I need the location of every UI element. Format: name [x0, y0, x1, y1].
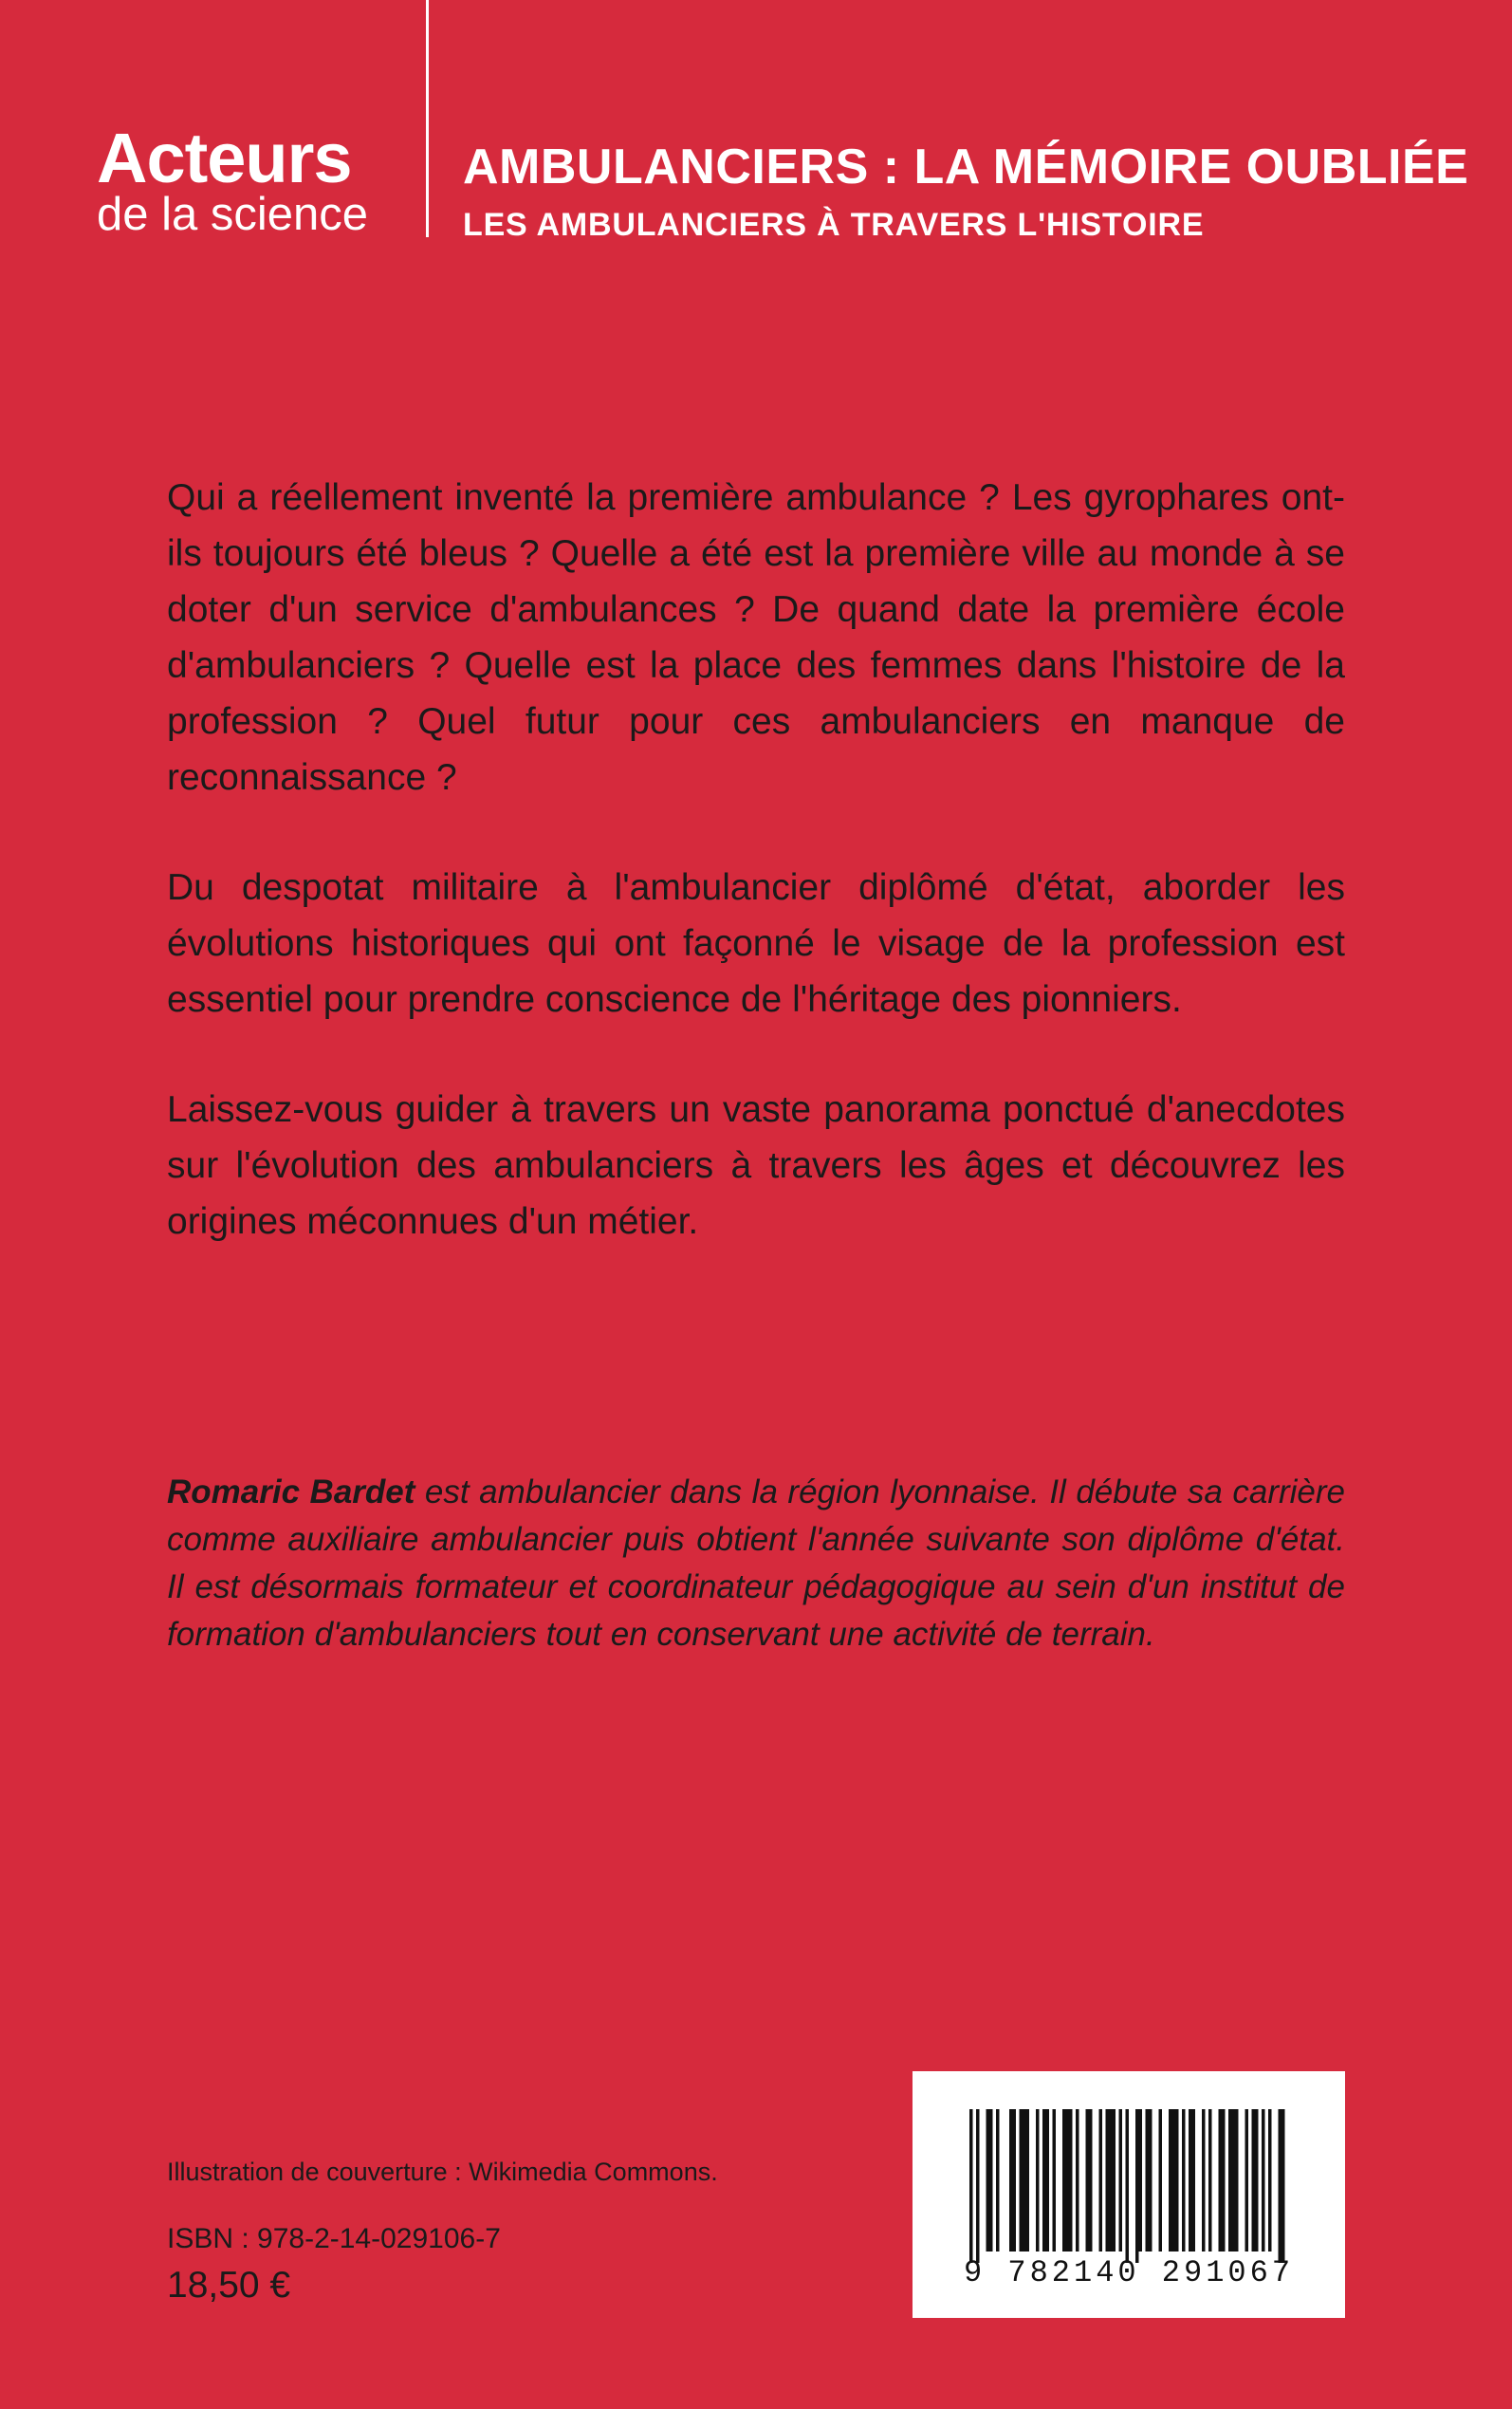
barcode-bar: [1202, 2109, 1206, 2251]
barcode-bar: [1245, 2109, 1249, 2251]
blurb: [167, 470, 1345, 1304]
barcode-bar: [1159, 2109, 1163, 2251]
barcode-bar: [1126, 2109, 1130, 2263]
book-title: AMBULANCIERS : LA MÉMOIRE OUBLIÉE: [463, 139, 1469, 195]
barcode-bar: [1053, 2109, 1057, 2251]
barcode-bar: [1172, 2109, 1176, 2251]
barcode-bar: [1208, 2109, 1212, 2251]
barcode-bar: [1268, 2109, 1272, 2251]
series-name-sub: de la science: [97, 189, 369, 240]
header-divider: [426, 0, 429, 237]
barcode-bar: [1062, 2109, 1066, 2251]
barcode-bar: [1139, 2109, 1143, 2251]
barcode-bar: [1119, 2109, 1123, 2251]
barcode-bar: [1026, 2109, 1030, 2251]
author-name: Romaric Bardet: [167, 1473, 415, 1510]
barcode-bar: [1282, 2109, 1285, 2263]
barcode-bar: [1135, 2109, 1139, 2263]
author-bio: [167, 1469, 1345, 1659]
barcode-bar: [1192, 2109, 1196, 2251]
barcode-bar: [1189, 2109, 1192, 2251]
barcode-bar: [1252, 2109, 1256, 2251]
series-name-main: Acteurs: [97, 119, 352, 197]
barcode-bar: [1113, 2109, 1116, 2251]
barcode-bar: [976, 2109, 980, 2263]
credits: [167, 2158, 926, 2307]
barcode-bar: [1235, 2109, 1239, 2251]
title-block: [463, 140, 1487, 245]
barcode-bar: [1013, 2109, 1017, 2251]
barcode-bar: [1169, 2109, 1172, 2251]
blurb-paragraph: Laissez-vous guider à travers un vaste panorama ponctué d'anecdotes sur l'évolution des ambulanciers à travers les âges et découvrez les origines méconnues d'un métier.: [167, 1089, 1345, 1242]
barcode-bar: [1066, 2109, 1070, 2251]
barcode-bar: [1222, 2109, 1226, 2251]
barcode-bar: [1036, 2109, 1040, 2251]
barcode-bar: [1219, 2109, 1223, 2251]
barcode: [913, 2071, 1345, 2318]
barcode-bar: [1109, 2109, 1113, 2251]
barcode-bar: [969, 2109, 973, 2263]
barcode-bar: [1089, 2109, 1093, 2251]
barcode-bar: [1182, 2109, 1186, 2251]
author-bio-text: est ambulancier dans la région lyonnaise. Il débute sa carrière comme auxiliaire ambulancier puis obtient l'année suivante son diplôme d'état. Il est désormais formateur et coordinateur pédagogique au sein d'un institut de formation d'ambulanciers tout en conservant une activité de terrain.: [167, 1473, 1345, 1653]
barcode-bar: [1046, 2109, 1050, 2251]
barcode-bar: [1086, 2109, 1090, 2251]
barcode-digits: 9 782140 291067: [963, 2255, 1295, 2290]
price: 18,50 €: [167, 2265, 291, 2306]
barcode-bar: [1279, 2109, 1282, 2263]
barcode-bar: [1069, 2109, 1073, 2251]
barcode-bar: [1076, 2109, 1079, 2251]
barcode-bar: [1228, 2109, 1232, 2251]
barcode-bar: [1146, 2109, 1150, 2251]
blurb-paragraph: Qui a réellement inventé la première ambulance ? Les gyrophares ont-ils toujours été bleus ? Quelle a été est la première ville au monde à se doter d'un service d'ambulances ? De quand date la première école d'ambulanciers ? Quelle est la place des femmes dans l'histoire de la profession ? Quel futur pour ces ambulanciers en manque de reconnaissance ?: [167, 477, 1345, 798]
blurb-paragraph: Du despotat militaire à l'ambulancier diplômé d'état, aborder les évolutions historiques qui ont façonné le visage de la profession est essentiel pour prendre conscience de l'héritage des pionniers.: [167, 867, 1345, 1020]
illustration-credit: Illustration de couverture : Wikimedia Commons.: [167, 2158, 718, 2186]
book-subtitle: LES AMBULANCIERS À TRAVERS L'HISTOIRE: [463, 207, 1205, 244]
barcode-bar: [1023, 2109, 1026, 2251]
barcode-bar: [1149, 2109, 1152, 2251]
barcode-bar: [1099, 2109, 1103, 2251]
barcode-bar: [1020, 2109, 1023, 2251]
barcode-bar: [986, 2109, 990, 2251]
barcode-bar: [1255, 2109, 1259, 2251]
isbn: ISBN : 978-2-14-029106-7: [167, 2223, 501, 2254]
barcode-bar: [989, 2109, 993, 2251]
barcode-bar: [1009, 2109, 1013, 2251]
barcode-bar: [1106, 2109, 1110, 2251]
barcode-bar: [1042, 2109, 1046, 2251]
barcode-bar: [996, 2109, 1000, 2251]
barcode-bar: [1175, 2109, 1179, 2251]
barcode-bar: [1232, 2109, 1236, 2251]
barcode-bar: [1262, 2109, 1265, 2251]
series-logo: [97, 119, 396, 240]
